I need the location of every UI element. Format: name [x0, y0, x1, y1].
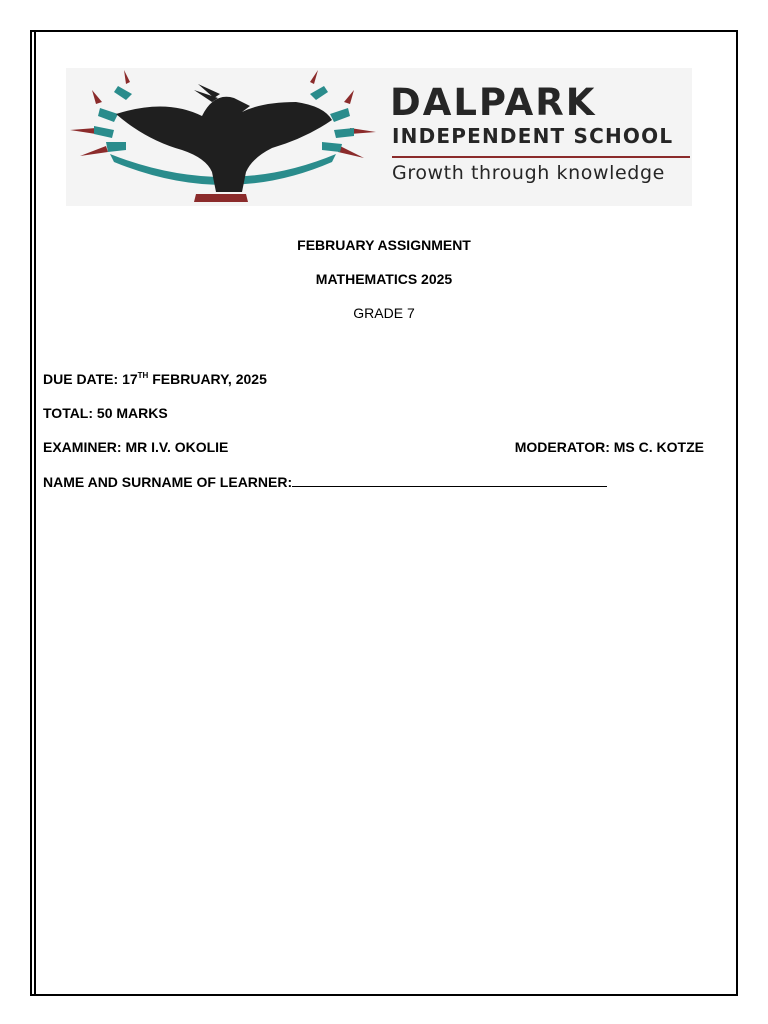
school-tagline: Growth through knowledge — [392, 162, 665, 184]
examiner: EXAMINER: MR I.V. OKOLIE — [43, 439, 229, 455]
school-name: DALPARK — [390, 81, 597, 124]
due-date-month: FEBRUARY, 2025 — [148, 371, 267, 387]
due-date-suffix: TH — [137, 371, 149, 380]
due-date-label: DUE DATE: 17 — [43, 371, 138, 387]
logo-divider — [392, 156, 690, 158]
learner-name-label: NAME AND SURNAME OF LEARNER: — [43, 474, 293, 490]
eagle-emblem-icon — [66, 68, 386, 206]
learner-name-field[interactable] — [292, 472, 607, 487]
total-marks: TOTAL: 50 MARKS — [43, 405, 168, 421]
school-logo — [66, 68, 692, 206]
due-date — [43, 370, 267, 388]
grade-label: GRADE 7 — [353, 305, 415, 321]
learner-name-row — [43, 472, 607, 491]
subject-title: MATHEMATICS 2025 — [315, 271, 453, 287]
moderator: MODERATOR: MS C. KOTZE — [514, 439, 704, 455]
assignment-title: FEBRUARY ASSIGNMENT — [297, 237, 471, 253]
school-subtitle: INDEPENDENT SCHOOL — [392, 124, 674, 148]
